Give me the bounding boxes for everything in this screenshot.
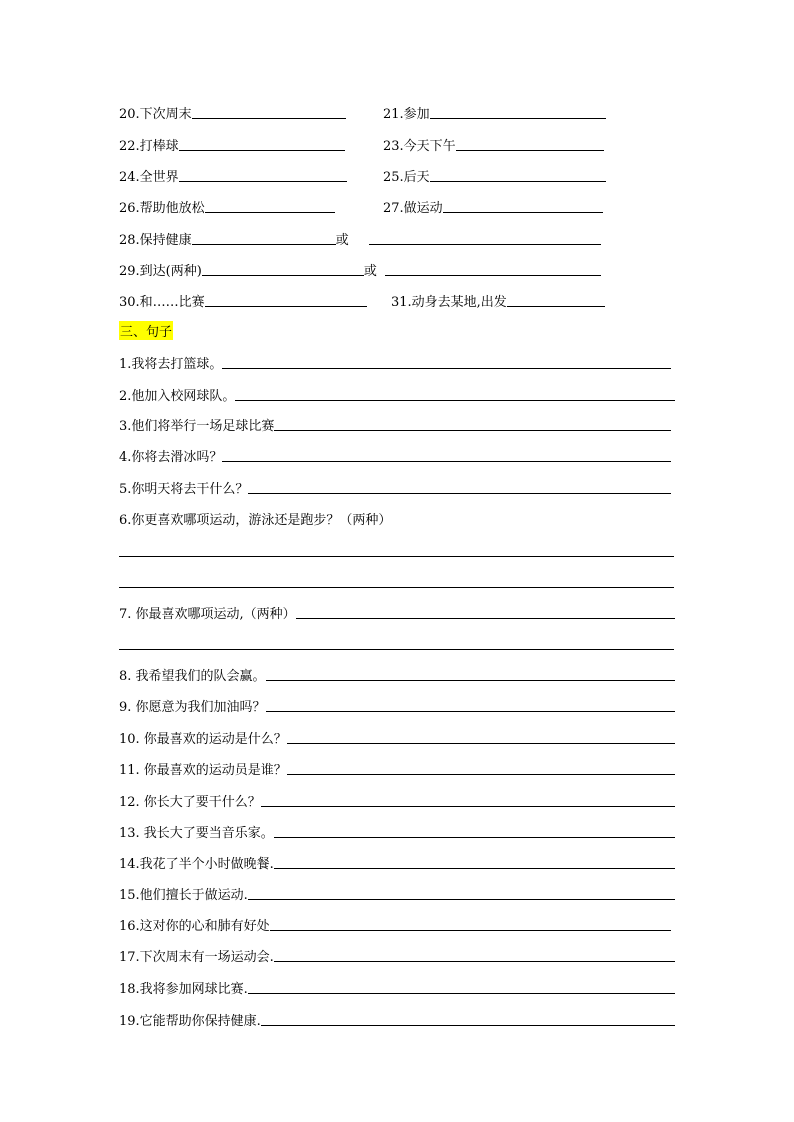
phrase-label: 25.后天	[383, 170, 430, 185]
answer-line[interactable]	[119, 587, 674, 588]
phrase-row	[119, 102, 675, 122]
sentence-row	[119, 758, 675, 778]
answer-line[interactable]	[274, 960, 675, 962]
phrase-row	[119, 134, 675, 154]
answer-line[interactable]	[222, 367, 671, 369]
sentence-row	[119, 695, 675, 715]
answer-line[interactable]	[261, 805, 675, 807]
answer-blank[interactable]	[202, 274, 364, 276]
phrase-label: 22.打棒球	[119, 139, 179, 154]
sentence-row	[119, 914, 671, 934]
sentence-prompt: 9. 你愿意为我们加油吗？	[119, 700, 266, 715]
answer-line[interactable]	[248, 492, 671, 494]
answer-line[interactable]	[222, 460, 671, 462]
answer-blank[interactable]	[205, 211, 335, 213]
answer-blank[interactable]	[179, 149, 345, 151]
answer-line[interactable]	[274, 429, 671, 431]
answer-blank[interactable]	[385, 274, 601, 276]
answer-blank[interactable]	[443, 211, 603, 213]
sentence-row	[119, 477, 671, 497]
answer-line[interactable]	[274, 836, 675, 838]
answer-blank[interactable]	[192, 117, 346, 119]
answer-line[interactable]	[261, 1024, 675, 1026]
sentence-prompt: 16.这对你的心和肺有好处	[119, 919, 270, 934]
answer-line[interactable]	[274, 867, 675, 869]
sentence-prompt: 7. 你最喜欢哪项运动,（两种）	[119, 607, 296, 622]
sentence-prompt: 2.他加入校网球队。	[119, 389, 236, 404]
sentence-prompt: 10. 你最喜欢的运动是什么？	[119, 732, 287, 747]
answer-blank[interactable]	[430, 117, 606, 119]
phrase-label: 20.下次周末	[119, 107, 192, 122]
sentence-prompt: 6.你更喜欢哪项运动，游泳还是跑步？（两种）	[119, 513, 392, 528]
sentence-prompt: 8. 我希望我们的队会赢。	[119, 669, 266, 684]
sentence-row	[119, 821, 675, 841]
answer-line[interactable]	[248, 898, 675, 900]
sentence-row	[119, 977, 675, 997]
sentence-prompt: 3.他们将举行一场足球比赛	[119, 419, 275, 434]
sentence-prompt: 17.下次周末有一场运动会.	[119, 950, 274, 965]
sentence-prompt: 19.它能帮助你保持健康.	[119, 1014, 261, 1029]
answer-blank[interactable]	[369, 243, 601, 245]
phrase-label: 21.参加	[383, 107, 430, 122]
phrase-label: 31.动身去某地,出发	[391, 295, 507, 310]
answer-line[interactable]	[287, 773, 675, 775]
answer-blank[interactable]	[205, 305, 367, 307]
sentence-row	[119, 508, 675, 528]
sentence-row	[119, 852, 675, 872]
sentence-prompt: 12. 你长大了要干什么？	[119, 795, 261, 810]
sentence-row	[119, 790, 675, 810]
sentence-row	[119, 445, 671, 465]
sentence-prompt: 13. 我长大了要当音乐家。	[119, 826, 274, 841]
phrase-label: 27.做运动	[383, 201, 443, 216]
sentence-row	[119, 414, 671, 434]
sentence-prompt: 4.你将去滑冰吗？	[119, 450, 223, 465]
answer-blank[interactable]	[507, 305, 605, 307]
sentence-row	[119, 664, 675, 684]
answer-line[interactable]	[266, 679, 675, 681]
answer-blank[interactable]	[430, 180, 606, 182]
sentence-prompt: 15.他们擅长于做运动.	[119, 888, 248, 903]
phrase-label: 24.全世界	[119, 170, 179, 185]
sentence-prompt: 1.我将去打篮球。	[119, 357, 223, 372]
phrase-row-30	[119, 290, 675, 310]
section-heading	[119, 320, 675, 340]
or-text: 或	[335, 233, 349, 248]
section-title: 三、句子	[119, 321, 173, 340]
sentence-row	[119, 384, 675, 404]
phrase-row-28	[119, 228, 675, 248]
answer-blank[interactable]	[192, 243, 336, 245]
sentence-prompt: 11. 你最喜欢的运动员是谁？	[119, 763, 287, 778]
answer-line[interactable]	[270, 929, 671, 931]
sentence-prompt: 18.我将参加网球比赛.	[119, 982, 248, 997]
phrase-label: 29.到达(两种)	[119, 264, 202, 279]
sentence-row	[119, 602, 675, 622]
sentence-prompt: 14.我花了半个小时做晚餐.	[119, 857, 274, 872]
sentence-row	[119, 883, 675, 903]
sentence-row	[119, 945, 675, 965]
answer-blank[interactable]	[456, 149, 604, 151]
answer-blank[interactable]	[179, 180, 347, 182]
phrase-label: 30.和……比赛	[119, 295, 205, 310]
sentence-row	[119, 352, 671, 372]
answer-line[interactable]	[119, 649, 674, 650]
phrase-label: 28.保持健康	[119, 233, 192, 248]
answer-line[interactable]	[235, 399, 675, 401]
phrase-row-29	[119, 259, 675, 279]
phrase-label: 23.今天下午	[383, 139, 456, 154]
phrase-row	[119, 196, 675, 216]
answer-line[interactable]	[296, 617, 675, 619]
answer-line[interactable]	[119, 556, 674, 557]
phrase-row	[119, 165, 675, 185]
sentence-row	[119, 1009, 675, 1029]
sentence-row	[119, 727, 675, 747]
answer-line[interactable]	[287, 742, 675, 744]
or-text: 或	[363, 264, 377, 279]
sentence-prompt: 5.你明天将去干什么？	[119, 482, 249, 497]
answer-line[interactable]	[248, 992, 675, 994]
phrase-label: 26.帮助他放松	[119, 201, 205, 216]
answer-line[interactable]	[266, 710, 675, 712]
